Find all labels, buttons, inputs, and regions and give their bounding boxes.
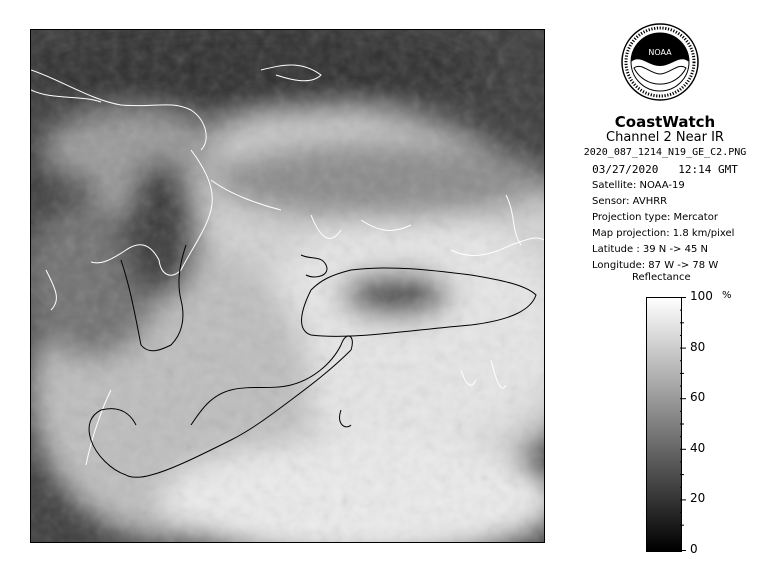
texture bbox=[31, 30, 544, 542]
colorbar-tick-label: 40 bbox=[690, 440, 706, 455]
map-svg bbox=[31, 30, 544, 542]
latitude-label: Latitude : 39 N -> 45 N bbox=[592, 244, 708, 255]
longitude-label: Longitude: 87 W -> 78 W bbox=[592, 260, 719, 271]
colorbar-tick-label: 60 bbox=[690, 390, 706, 405]
reflectance-colorbar bbox=[646, 297, 682, 552]
logo-text: NOAA bbox=[648, 48, 672, 57]
satellite-map-image bbox=[30, 29, 545, 543]
colorbar-tick-label: 80 bbox=[690, 339, 706, 354]
legend-title: Reflectance bbox=[632, 272, 691, 283]
datetime-label bbox=[560, 163, 770, 176]
colorbar-tick-label: 20 bbox=[690, 491, 706, 506]
projection-type-label: Projection type: Mercator bbox=[592, 212, 718, 223]
channel-label: Channel 2 Near IR bbox=[606, 130, 724, 145]
colorbar-tick-label: 100 bbox=[690, 289, 713, 303]
map-projection-label: Map projection: 1.8 km/pixel bbox=[592, 228, 735, 239]
filename-label: 2020_087_1214_N19_GE_C2.PNG bbox=[583, 147, 747, 158]
noaa-logo bbox=[620, 22, 700, 102]
date-label: 03/27/2020 bbox=[592, 163, 659, 176]
satellite-label: Satellite: NOAA-19 bbox=[592, 180, 685, 191]
legend-unit: % bbox=[722, 290, 732, 301]
colorbar-tick-label: 0 bbox=[690, 542, 698, 556]
sensor-label: Sensor: AVHRR bbox=[592, 196, 668, 207]
product-title: CoastWatch bbox=[614, 113, 716, 131]
colorbar-ticks bbox=[680, 297, 740, 552]
time-label: 12:14 GMT bbox=[678, 163, 738, 176]
